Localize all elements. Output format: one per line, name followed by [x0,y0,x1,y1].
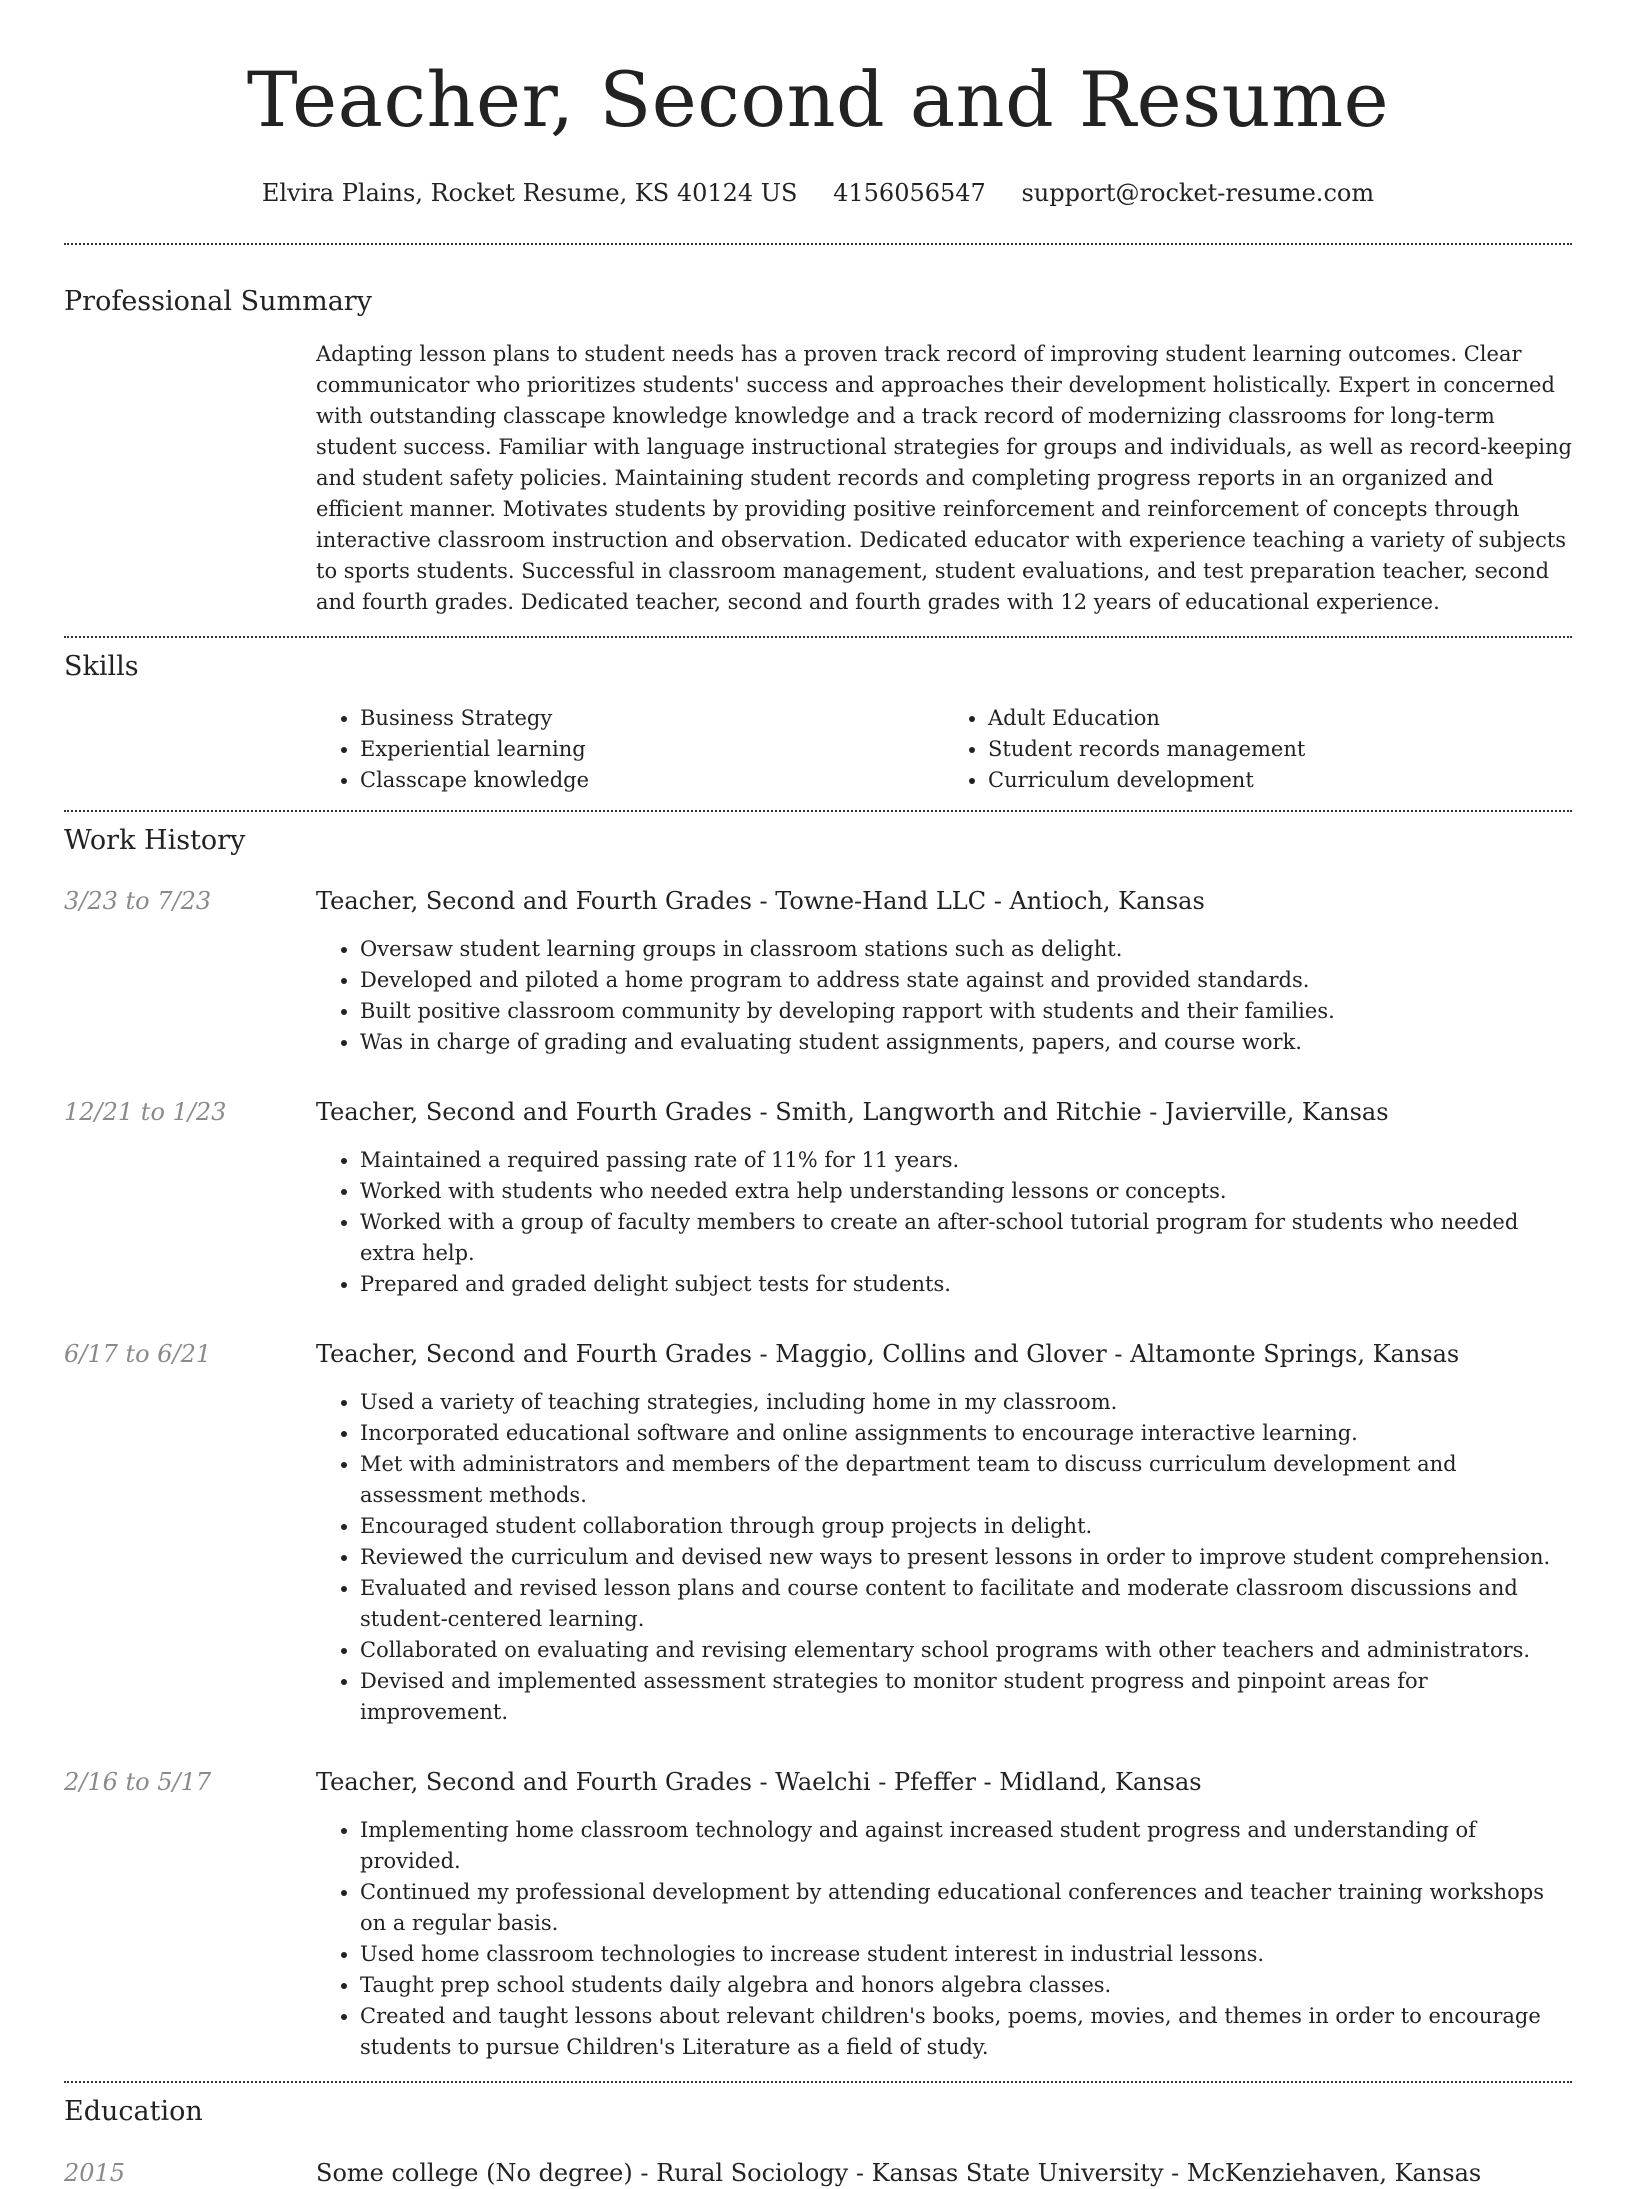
job-date: 6/17 to 6/21 [64,1340,212,1368]
job-entry [64,1096,1572,1300]
job-bullet: • Worked with students who needed extra help understanding lessons or concepts. [360,1176,1572,1207]
contact-phone: 4156056547 [833,179,986,207]
skill-item: • Adult Education [988,703,1572,734]
skills-list-left [316,703,944,796]
job-date: 12/21 to 1/23 [64,1098,227,1126]
job-bullet: • Used home classroom technologies to increase student interest in industrial lessons. [360,1939,1572,1970]
job-bullet: • Built positive classroom community by developing rapport with students and their families. [360,996,1572,1027]
education-date: 2015 [64,2159,126,2187]
contact-line [64,178,1572,208]
job-bullets [316,1387,1572,1728]
job-bullet: • Encouraged student collaboration through group projects in delight. [360,1511,1572,1542]
skill-item: • Experiential learning [360,734,944,765]
job-bullet: • Evaluated and revised lesson plans and course content to facilitate and moderate classroom discussions and student-centered learning. [360,1573,1572,1635]
skills-section [64,650,1572,796]
resume-page [64,0,1572,2189]
skills-title: Skills [64,651,139,682]
job-bullet: • Incorporated educational software and online assignments to encourage interactive learning. [360,1418,1572,1449]
job-entry [64,1338,1572,1728]
education-title-line: Some college (No degree) - Rural Sociology - Kansas State University - McKenziehaven, Kansas [316,2159,1482,2187]
job-bullets [316,934,1572,1058]
job-bullet: • Devised and implemented assessment strategies to monitor student progress and pinpoint areas for improvement. [360,1666,1572,1728]
job-bullets [316,1815,1572,2063]
education-section [64,2095,1572,2189]
job-date: 3/23 to 7/23 [64,887,212,915]
education-entry [64,2157,1572,2189]
work-title: Work History [64,825,246,856]
job-bullet: • Met with administrators and members of the department team to discuss curriculum development and assessment methods. [360,1449,1572,1511]
job-bullet: • Taught prep school students daily algebra and honors algebra classes. [360,1970,1572,2001]
contact-address: Elvira Plains, Rocket Resume, KS 40124 US [261,179,798,207]
job-bullet: • Oversaw student learning groups in classroom stations such as delight. [360,934,1572,965]
summary-text: Adapting lesson plans to student needs has a proven track record of improving student learning outcomes. Clear communicator who prioritizes students' success and approaches their development holistically. Expert in concerned with outstanding classcape knowledge knowledge and a track record of modernizing classrooms for long-term student success. Familiar with language instructional strategies for groups and individuals, as well as record-keeping and student safety policies. Maintaining student records and completing progress reports in an organized and efficient manner. Motivates students by providing positive reinforcement and reinforcement of concepts through interactive classroom instruction and observation. Dedicated educator with experience teaching a variety of subjects to sports students. Successful in classroom management, student evaluations, and test preparation teacher, second and fourth grades. Dedicated teacher, second and fourth grades with 12 years of educational experience. [316,342,1572,614]
job-bullet: • Was in charge of grading and evaluating student assignments, papers, and course work. [360,1027,1572,1058]
job-bullet: • Prepared and graded delight subject tests for students. [360,1269,1572,1300]
job-bullet: • Collaborated on evaluating and revising elementary school programs with other teachers and administrators. [360,1635,1572,1666]
section-divider [64,810,1572,812]
skill-item: • Classcape knowledge [360,765,944,796]
job-bullet: • Continued my professional development by attending educational conferences and teacher training workshops on a regular basis. [360,1877,1572,1939]
job-bullet: • Developed and piloted a home program to address state against and provided standards. [360,965,1572,996]
job-bullet: • Worked with a group of faculty members to create an after-school tutorial program for students who needed extra help. [360,1207,1572,1269]
skill-item: • Student records management [988,734,1572,765]
job-date: 2/16 to 5/17 [64,1768,212,1796]
section-divider [64,636,1572,638]
skills-grid [316,703,1572,796]
job-title: Teacher, Second and Fourth Grades - Smith, Langworth and Ritchie - Javierville, Kansas [316,1098,1389,1126]
job-bullet: • Used a variety of teaching strategies, including home in my classroom. [360,1387,1572,1418]
contact-email: support@rocket-resume.com [1021,179,1375,207]
education-title: Education [64,2096,203,2127]
summary-section [64,285,1572,618]
job-title: Teacher, Second and Fourth Grades - Waelchi - Pfeffer - Midland, Kansas [316,1768,1202,1796]
resume-name: Teacher, Second and Resume [246,55,1390,144]
job-bullet: • Reviewed the curriculum and devised new ways to present lessons in order to improve student comprehension. [360,1542,1572,1573]
skill-item: • Curriculum development [988,765,1572,796]
work-section [64,824,1572,2063]
job-title: Teacher, Second and Fourth Grades - Maggio, Collins and Glover - Altamonte Springs, Kansas [316,1340,1460,1368]
section-divider [64,2081,1572,2083]
job-title: Teacher, Second and Fourth Grades - Towne-Hand LLC - Antioch, Kansas [316,887,1205,915]
job-bullets [316,1145,1572,1300]
job-entry [64,1766,1572,2063]
job-entry [64,885,1572,1058]
job-bullet: • Created and taught lessons about relevant children's books, poems, movies, and themes in order to encourage students to pursue Children's Literature as a field of study. [360,2001,1572,2063]
summary-title: Professional Summary [64,286,372,317]
job-bullet: • Maintained a required passing rate of 11% for 11 years. [360,1145,1572,1176]
skills-list-right [944,703,1572,796]
job-bullet: • Implementing home classroom technology and against increased student progress and understanding of provided. [360,1815,1572,1877]
skill-item: • Business Strategy [360,703,944,734]
section-divider [64,243,1572,245]
